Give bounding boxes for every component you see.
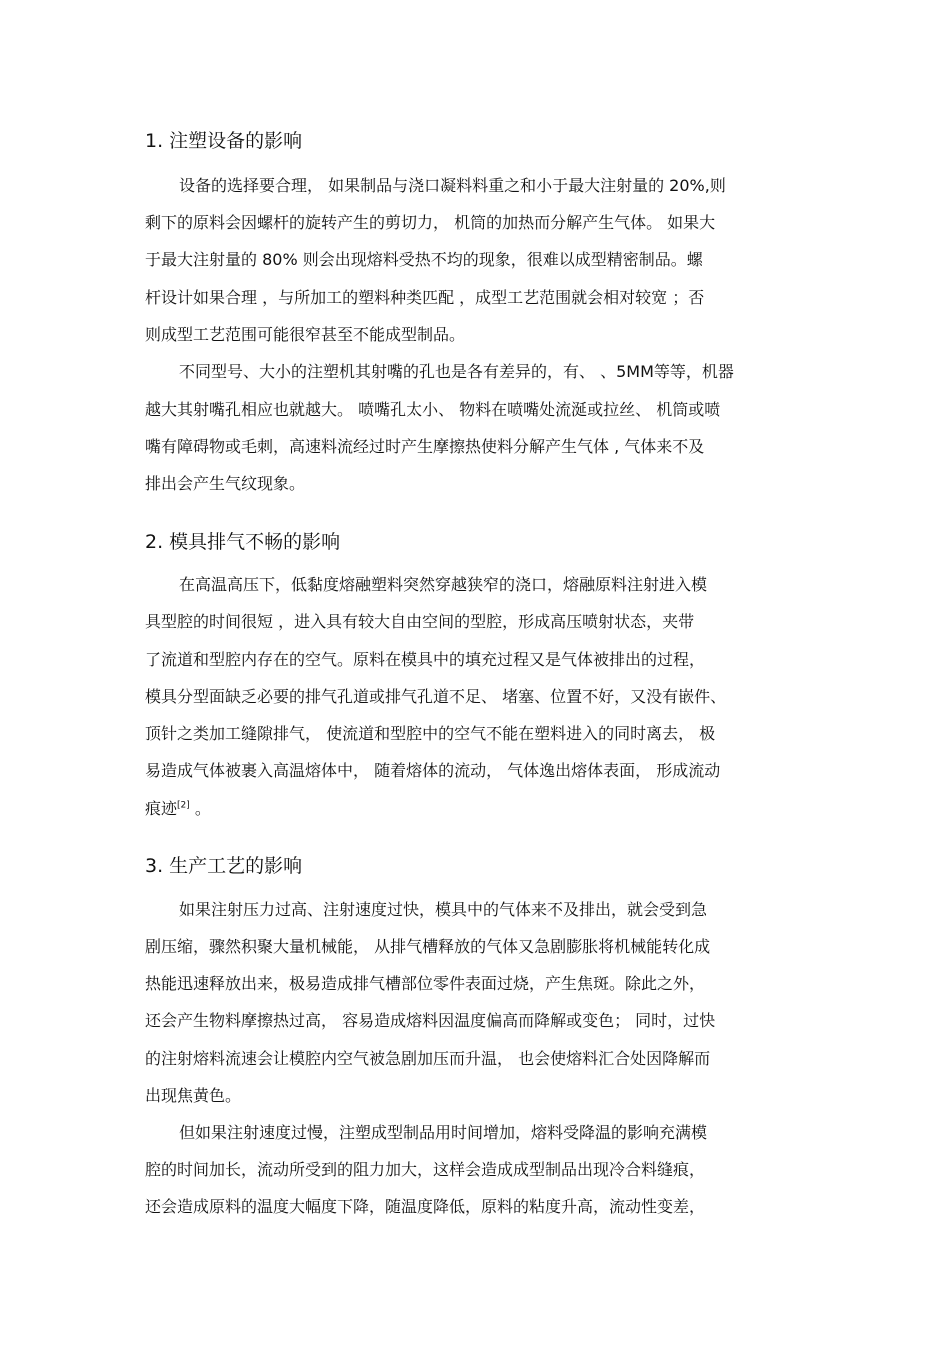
section-3-line-7: 但如果注射速度过慢，注塑成型制品用时间增加，熔料受降温的影响充满模 xyxy=(179,1123,708,1142)
section-1-line-9: 排出会产生气纹现象。 xyxy=(145,474,306,493)
section-1-line-4: 杆设计如果合理 ，与所加工的塑料种类匹配 ，成型工艺范围就会相对较宽 ；否 xyxy=(145,288,705,307)
section-2-line-2: 具型腔的时间很短 ，进入具有较大自由空间的型腔，形成高压喷射状态，夹带 xyxy=(145,612,695,631)
section-1-heading: 1. 注塑设备的影响 xyxy=(145,130,303,152)
section-1-line-2: 剩下的原料会因螺杆的旋转产生的剪切力， 机筒的加热而分解产生气体。 如果大 xyxy=(145,213,716,232)
section-3-line-4: 还会产生物料摩擦热过高， 容易造成熔料因温度偏高而降解或变色； 同时，过快 xyxy=(145,1011,716,1030)
section-2-line-5: 顶针之类加工缝隙排气， 使流道和型腔中的空气不能在塑料进入的同时离去， 极 xyxy=(145,724,716,743)
section-1-line-7: 越大其射嘴孔相应也就越大。 喷嘴孔太小、 物料在喷嘴处流涎或拉丝、 机筒或喷 xyxy=(145,400,721,419)
section-1-line-8: 嘴有障碍物或毛刺，高速料流经过时产生摩擦热使料分解产生气体 , 气体来不及 xyxy=(145,437,705,456)
section-2-line-3: 了流道和型腔内存在的空气。原料在模具中的填充过程又是气体被排出的过程， xyxy=(145,650,706,669)
section-3-line-5: 的注射熔料流速会让模腔内空气被急剧加压而升温， 也会使熔料汇合处因降解而 xyxy=(145,1049,711,1068)
citation-superscript: [2] xyxy=(177,800,190,811)
section-3-line-1: 如果注射压力过高、注射速度过快，模具中的气体来不及排出，就会受到急 xyxy=(179,900,708,919)
section-1-line-3: 于最大注射量的 80% 则会出现熔料受热不均的现象，很难以成型精密制品。螺 xyxy=(145,250,703,269)
section-3-line-6: 出现焦黄色。 xyxy=(145,1086,242,1105)
section-3-line-2: 剧压缩，骤然积聚大量机械能， 从排气槽释放的气体又急剧膨胀将机械能转化成 xyxy=(145,937,711,956)
section-1-line-1: 设备的选择要合理， 如果制品与浇口凝料料重之和小于最大注射量的 20%,则 xyxy=(179,176,726,195)
section-1-line-5: 则成型工艺范围可能很窄甚至不能成型制品。 xyxy=(145,325,466,344)
section-2-line-7-text: 痕迹 xyxy=(145,799,178,818)
section-2-heading: 2. 模具排气不畅的影响 xyxy=(145,531,341,553)
section-2-line-6: 易造成气体被裹入高温熔体中， 随着熔体的流动， 气体逸出熔体表面， 形成流动 xyxy=(145,761,721,780)
section-2-line-7-end: 。 xyxy=(189,799,211,818)
section-3-line-3: 热能迅速释放出来，极易造成排气槽部位零件表面过烧，产生焦斑。除此之外， xyxy=(145,974,706,993)
section-2-line-4: 模具分型面缺乏必要的排气孔道或排气孔道不足、 堵塞、位置不好，又没有嵌件、 xyxy=(145,687,727,706)
section-1-line-6: 不同型号、大小的注塑机其射嘴的孔也是各有差异的，有、 、5MM等等，机器 xyxy=(179,362,734,381)
section-3-line-8: 腔的时间加长，流动所受到的阻力加大，这样会造成成型制品出现冷合料缝痕， xyxy=(145,1160,706,1179)
section-2-line-1: 在高温高压下，低黏度熔融塑料突然穿越狭窄的浇口，熔融原料注射进入模 xyxy=(179,575,708,594)
section-3-heading: 3. 生产工艺的影响 xyxy=(145,855,303,877)
section-2-line-7 xyxy=(145,798,211,820)
section-3-line-9: 还会造成原料的温度大幅度下降，随温度降低，原料的粘度升高，流动性变差， xyxy=(145,1197,706,1216)
